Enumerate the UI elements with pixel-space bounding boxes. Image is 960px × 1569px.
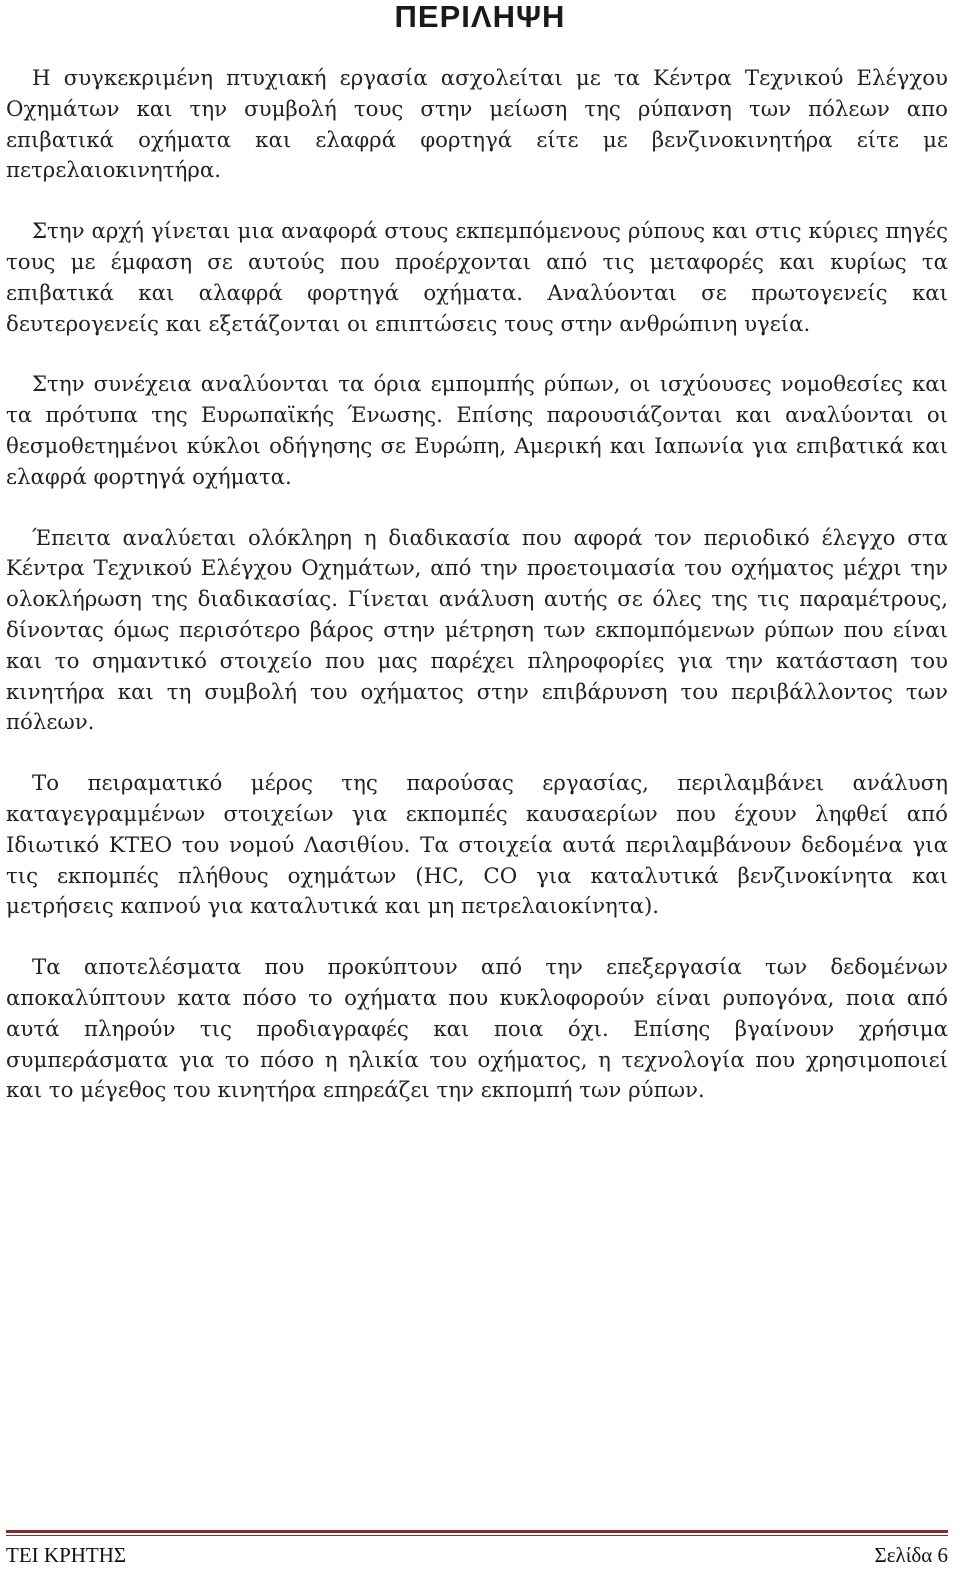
footer-divider [6,1530,948,1533]
footer-page-number: Σελίδα 6 [874,1543,948,1567]
paragraph-2: Στην αρχή γίνεται μια αναφορά στους εκπεμπόμενους ρύπους και στις κύριες πηγές τους με έμφαση σε αυτούς που προέρχονται από τις μεταφορές και κυρίως τα επιβατικά και αλαφρά φορτηγά οχήματα. Αναλύονται σε πρωτογενείς και δευτερογενείς και εξετάζονται οι επιπτώσεις τους στην ανθρώπινη υγεία. [6,219,948,337]
page-title: ΠΕΡΙΛΗΨΗ [394,0,566,34]
footer-institution: ΤΕΙ ΚΡΗΤΗΣ [6,1543,127,1567]
paragraph-6: Τα αποτελέσματα που προκύπτουν από την επεξεργασία των δεδομένων αποκαλύπτουν κατα πόσο το οχήματα που κυκλοφορούν είναι ρυπογόνα, ποια από αυτά πληρούν τις προδιαγραφές και ποια όχι. Επίσης βγαίνουν χρήσιμα συμπεράσματα για το πόσο η ηλικία του οχήματος, η τεχνολογία που χρησιμοποιεί και το μέγεθος του κινητήρα επηρεάζει την εκπομπή των ρύπων. [6,955,948,1104]
paragraph-4: Έπειτα αναλύεται ολόκληρη η διαδικασία που αφορά τον περιοδικό έλεγχο στα Κέντρα Τεχνικού Ελέγχου Οχημάτων, από την προετοιμασία του οχήματος μέχρι την ολοκλήρωση της διαδικασίας. Γίνεται ανάλυση αυτής σε όλες της τις παραμέτρους, δίνοντας όμως περισότερο βάρος στην μέτρηση των εκπομπόμενων ρύπων που είναι και το σημαντικό στοιχείο που μας παρέχει πληροφορίες για την κατάσταση του κινητήρα και τη συμβολή του οχήματος στην επιβάρυνση του περιβάλλοντος των πόλεων. [6,525,948,736]
footer-divider-thin [6,1535,948,1536]
paragraph-3: Στην συνέχεια αναλύονται τα όρια εμπομπής ρύπων, οι ισχύουσες νομοθεσίες και τα πρότυπα της Ευρωπαϊκής Ένωσης. Επίσης παρουσιάζονται και αναλύονται οι θεσμοθετημένοι κύκλοι οδήγησης σε Ευρώπη, Αμερική και Ιαπωνία για επιβατικά και ελαφρά φορτηγά οχήματα. [6,372,948,490]
paragraph-5: Το πειραματικό μέρος της παρούσας εργασίας, περιλαμβάνει ανάλυση καταγεγραμμένων στοιχείων για εκπομπές καυσαερίων που έχουν ληφθεί από Ιδιωτικό ΚΤΕΟ του νομού Λασιθίου. Τα στοιχεία αυτά περιλαμβάνουν δεδομένα για τις εκπομπές πλήθους οχημάτων (HC, CO για καταλυτικά βενζινοκίνητα και μετρήσεις καπνού για καταλυτικά και μη πετρελαιοκίνητα). [6,771,948,920]
document-body [6,64,948,1137]
paragraph-1: Η συγκεκριμένη πτυχιακή εργασία ασχολείται με τα Κέντρα Τεχνικού Ελέγχου Οχημάτων και την συμβολή τους στην μείωση της ρύπανση των πόλεων απο επιβατικά οχήματα και ελαφρά φορτηγά είτε με βενζινοκινητήρα είτε με πετρελαιοκινητήρα. [6,66,948,184]
